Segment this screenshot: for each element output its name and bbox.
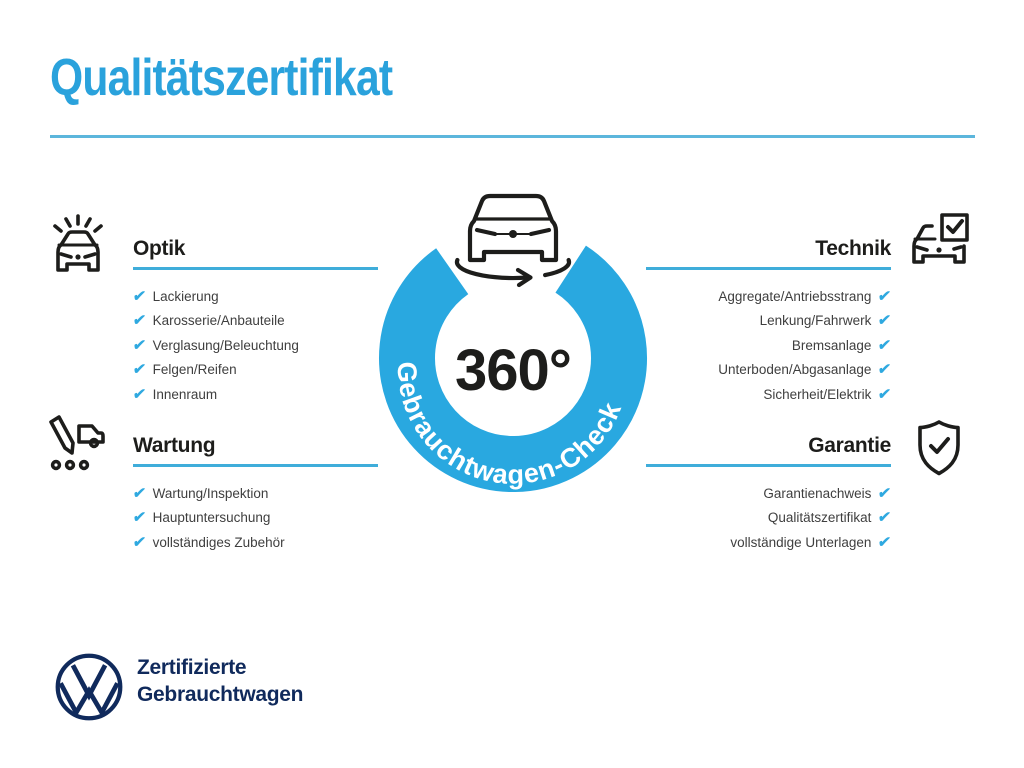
ring-label: Gebrauchtwagen-Check <box>391 361 628 490</box>
check-icon: ✔ <box>131 385 147 403</box>
check-item <box>646 284 891 309</box>
section-optik-list <box>133 284 378 407</box>
section-technik-rule <box>646 267 891 270</box>
section-optik-rule <box>133 267 378 270</box>
car-checkbox-icon <box>908 210 972 274</box>
check-item-label: Garantienachweis <box>763 485 872 501</box>
footer-line2: Gebrauchtwagen <box>137 683 304 706</box>
center-badge-360 <box>373 186 653 500</box>
car-360-rotation-icon <box>457 196 569 285</box>
section-wartung-rule <box>133 464 378 467</box>
check-item-label: Unterboden/Abgasanlage <box>718 362 872 378</box>
section-optik <box>133 237 378 407</box>
footer-line1: Zertifizierte <box>137 656 247 679</box>
check-item-label: vollständige Unterlagen <box>730 534 872 550</box>
check-item-label: Sicherheit/Elektrik <box>763 386 872 402</box>
check-icon: ✔ <box>131 533 147 551</box>
section-garantie-rule <box>646 464 891 467</box>
check-item <box>646 382 891 407</box>
check-item <box>646 309 891 334</box>
section-garantie-list <box>646 481 891 555</box>
check-item-label: Felgen/Reifen <box>152 362 237 378</box>
check-icon: ✔ <box>131 287 147 305</box>
check-icon: ✔ <box>877 287 893 305</box>
check-item <box>646 358 891 383</box>
check-icon: ✔ <box>131 484 147 502</box>
section-technik-title: Technik <box>815 237 891 260</box>
check-item-label: Qualitätszertifikat <box>767 510 872 526</box>
check-item <box>133 358 378 383</box>
check-item-label: Lackierung <box>152 288 219 304</box>
title-rule <box>50 135 975 138</box>
section-technik-list <box>646 284 891 407</box>
check-icon: ✔ <box>877 484 893 502</box>
check-icon: ✔ <box>877 533 893 551</box>
check-item <box>133 284 378 309</box>
shield-check-icon <box>910 418 968 480</box>
check-item-label: Karosserie/Anbauteile <box>152 313 285 329</box>
check-item <box>646 530 891 555</box>
check-item <box>133 333 378 358</box>
section-garantie <box>646 434 891 555</box>
section-wartung-list <box>133 481 378 555</box>
check-item <box>133 309 378 334</box>
service-checklist-van-icon <box>42 410 110 478</box>
section-garantie-title: Garantie <box>808 434 891 457</box>
section-technik <box>646 237 891 407</box>
check-icon: ✔ <box>877 361 893 379</box>
check-item <box>133 506 378 531</box>
check-icon: ✔ <box>131 509 147 527</box>
check-item-label: Aggregate/Antriebsstrang <box>718 288 872 304</box>
page-title: Qualitätszertifikat <box>50 49 393 107</box>
check-item <box>133 530 378 555</box>
check-item <box>646 333 891 358</box>
check-item-label: Lenkung/Fahrwerk <box>759 313 872 329</box>
check-item <box>646 481 891 506</box>
center-value: 360° <box>455 338 571 403</box>
check-item-label: Verglasung/Beleuchtung <box>152 337 299 353</box>
check-item <box>133 382 378 407</box>
check-icon: ✔ <box>131 361 147 379</box>
check-item-label: Bremsanlage <box>791 337 872 353</box>
check-icon: ✔ <box>877 509 893 527</box>
section-wartung-title: Wartung <box>133 434 216 457</box>
check-item-label: vollständiges Zubehör <box>152 534 285 550</box>
check-item <box>133 481 378 506</box>
check-item-label: Innenraum <box>152 386 218 402</box>
vw-logo <box>53 651 125 723</box>
footer-wordmark <box>137 654 303 708</box>
check-item-label: Hauptuntersuchung <box>152 510 271 526</box>
check-item <box>646 506 891 531</box>
check-icon: ✔ <box>877 385 893 403</box>
check-icon: ✔ <box>131 312 147 330</box>
car-shine-icon <box>46 212 110 276</box>
check-icon: ✔ <box>131 336 147 354</box>
check-icon: ✔ <box>877 312 893 330</box>
check-icon: ✔ <box>877 336 893 354</box>
check-item-label: Wartung/Inspektion <box>152 485 269 501</box>
section-wartung <box>133 434 378 555</box>
section-optik-title: Optik <box>133 237 186 260</box>
